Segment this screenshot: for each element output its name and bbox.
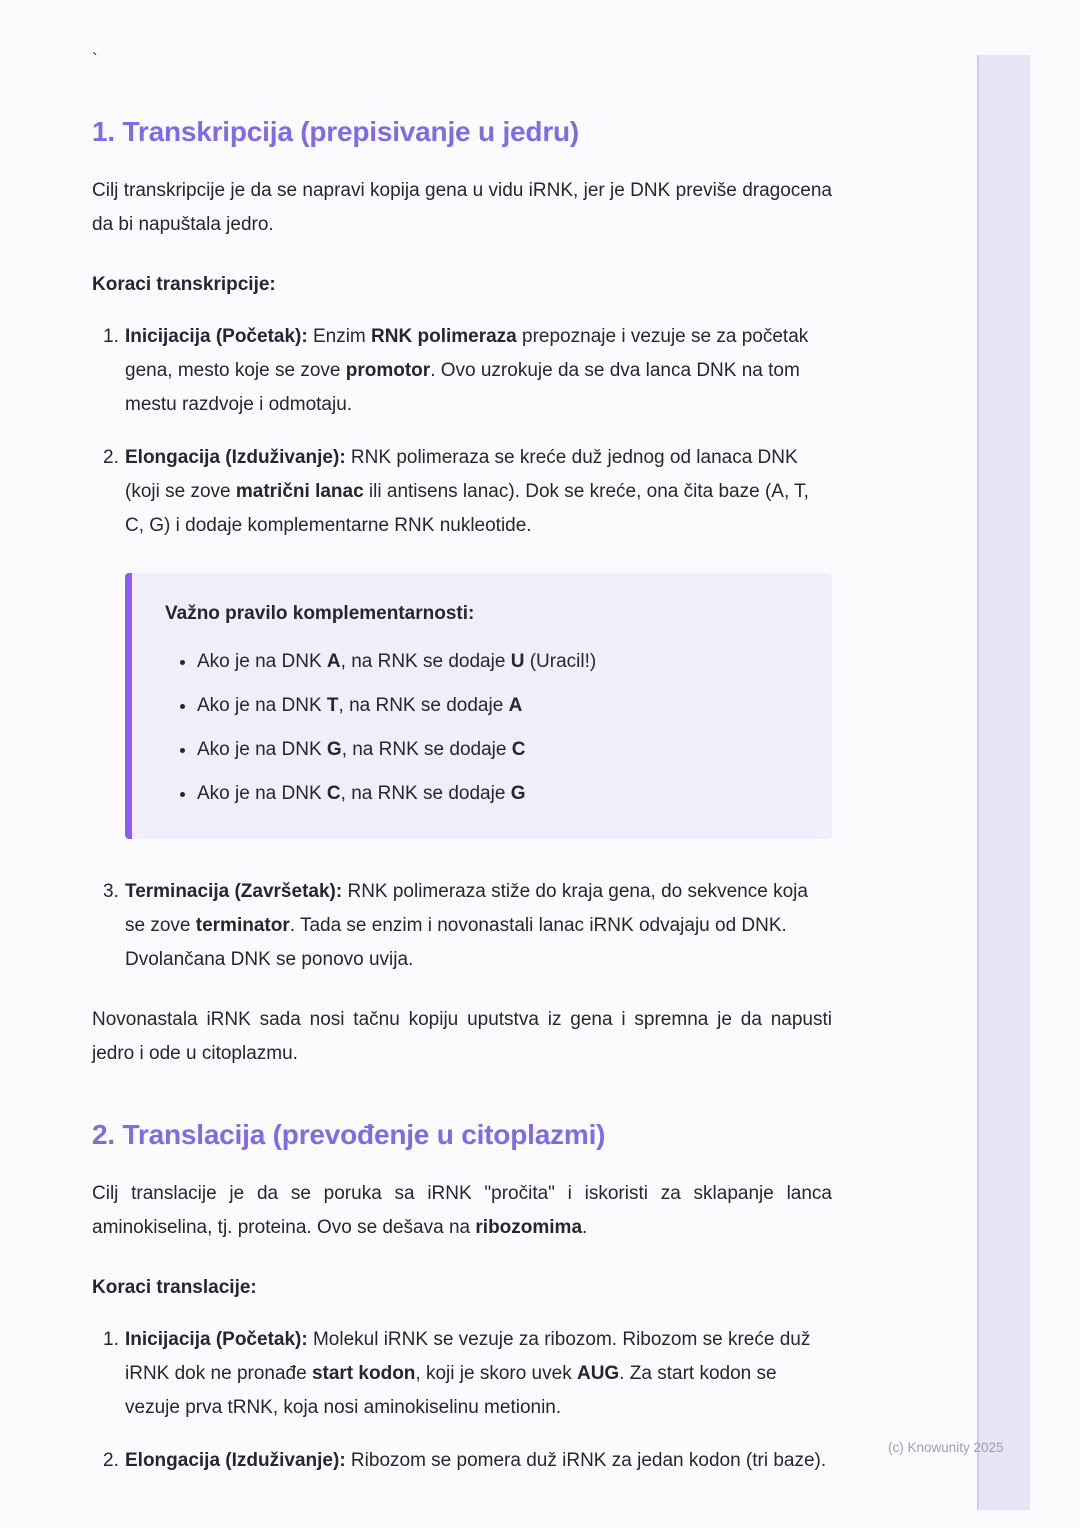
text-run: A — [508, 695, 523, 716]
text-run: A — [326, 651, 341, 672]
text-run: Ako je na DNK — [197, 783, 327, 804]
text-run: Elongacija (Izduživanje): — [125, 1450, 346, 1471]
list-item-text — [125, 875, 832, 977]
list-item-text — [125, 1323, 832, 1425]
section-2-steps-label: Koraci translacije: — [92, 1277, 257, 1298]
text-run: RNK polimeraza se kreće duž jednog od lanaca DNK (koji se zove — [125, 447, 798, 502]
list-number: 1. — [103, 326, 119, 347]
list-number: 1. — [103, 1329, 119, 1350]
list-item-elongation-translation — [92, 1444, 832, 1478]
callout-rule — [197, 647, 798, 677]
text-run: Ako je na DNK — [197, 651, 327, 672]
text-run: C — [326, 783, 341, 804]
text-run: RNK polimeraza — [371, 326, 517, 347]
text-run: matrični lanac — [235, 481, 364, 502]
text-run: . — [582, 1217, 588, 1238]
list-item-initiation — [92, 320, 832, 422]
text-run: Ako je na DNK — [197, 695, 327, 716]
text-run: . Ovo uzrokuje da se dva lanca DNK na tom mestu razdvoje i odmotaju. — [125, 360, 800, 415]
text-run: RNK polimeraza stiže do kraja gena, do sekvence koja se zove — [125, 881, 808, 936]
callout-rule — [197, 735, 798, 765]
text-run: AUG — [576, 1363, 620, 1384]
text-run: , na RNK se dodaje — [341, 739, 512, 760]
section-2-intro-paragraph — [92, 1177, 832, 1245]
callout-rule — [197, 691, 798, 721]
list-item-text — [125, 441, 832, 543]
translation-steps-list — [92, 1323, 832, 1478]
transcription-steps-list — [92, 320, 832, 543]
section-2-heading: 2. Translacija (prevođenje u citoplazmi) — [92, 1119, 606, 1150]
text-run: ribozomima — [475, 1217, 583, 1238]
list-number: 2. — [103, 447, 119, 468]
callout-title: Važno pravilo komplementarnosti: — [165, 603, 475, 624]
text-run: C — [511, 739, 526, 760]
text-run: U — [510, 651, 525, 672]
next-page-edge — [977, 55, 1030, 1510]
text-run: (Uracil!) — [524, 651, 597, 672]
list-number: 2. — [103, 1450, 119, 1471]
section-1-steps-label: Koraci transkripcije: — [92, 274, 276, 295]
text-run: Inicijacija (Početak): — [125, 326, 308, 347]
text-run: , na RNK se dodaje — [340, 783, 511, 804]
transcription-steps-list-continued — [92, 875, 832, 977]
text-run: promotor — [345, 360, 431, 381]
text-run: prepoznaje i vezuje se za početak gena, mesto koje se zove — [125, 326, 809, 381]
section-1-heading: 1. Transkripcija (prepisivanje u jedru) — [92, 116, 580, 147]
section-1-closing-paragraph: Novonastala iRNK sada nosi tačnu kopiju uputstva iz gena i spremna je da napusti jedro i ode u citoplazmu. — [92, 1009, 832, 1064]
text-run: Elongacija (Izduživanje): — [125, 447, 346, 468]
text-run: G — [326, 739, 342, 760]
list-item-text — [125, 320, 832, 422]
text-run: Enzim — [307, 326, 372, 347]
text-run: Inicijacija (Početak): — [125, 1329, 308, 1350]
list-number: 3. — [103, 881, 119, 902]
text-run: Cilj translacije je da se poruka sa iRNK "pročita" i iskoristi za sklapanje lanca aminokiselina, tj. proteina. Ovo se dešava na — [92, 1183, 832, 1238]
list-item-termination — [92, 875, 832, 977]
text-run: , na RNK se dodaje — [338, 695, 509, 716]
complementarity-callout — [125, 573, 832, 839]
text-run: start kodon — [311, 1363, 416, 1384]
text-run: . Za start kodon se vezuje prva tRNK, koja nosi aminokiselinu metionin. — [125, 1363, 777, 1418]
text-run: ili antisens lanac). Dok se kreće, ona čita baze (A, T, C, G) i dodaje komplementarne RNK nukleotide. — [125, 481, 809, 536]
note-content — [92, 50, 832, 1497]
text-run: Ribozom se pomera duž iRNK za jedan kodon (tri baze). — [345, 1450, 827, 1471]
text-run: , na RNK se dodaje — [340, 651, 511, 672]
text-run: , koji je skoro uvek — [415, 1363, 577, 1384]
text-run: terminator — [195, 915, 290, 936]
text-run: . Tada se enzim i novonastali lanac iRNK odvajaju od DNK. Dvolančana DNK se ponovo uvija. — [125, 915, 787, 970]
text-run: Ako je na DNK — [197, 739, 327, 760]
text-run: G — [510, 783, 526, 804]
callout-rules-list — [165, 647, 798, 809]
list-item-elongation — [92, 441, 832, 543]
callout-rule — [197, 779, 798, 809]
text-run: T — [326, 695, 339, 716]
list-item-initiation-translation — [92, 1323, 832, 1425]
text-run: Terminacija (Završetak): — [125, 881, 343, 902]
stray-character: ` — [92, 50, 98, 69]
copyright-watermark: (c) Knowunity 2025 — [888, 1440, 1004, 1455]
list-item-text — [125, 1444, 832, 1478]
text-run: Molekul iRNK se vezuje za ribozom. Ribozom se kreće duž iRNK dok ne pronađe — [125, 1329, 811, 1384]
section-1-intro-paragraph: Cilj transkripcije je da se napravi kopija gena u vidu iRNK, jer je DNK previše dragocena da bi napuštala jedro. — [92, 180, 832, 235]
